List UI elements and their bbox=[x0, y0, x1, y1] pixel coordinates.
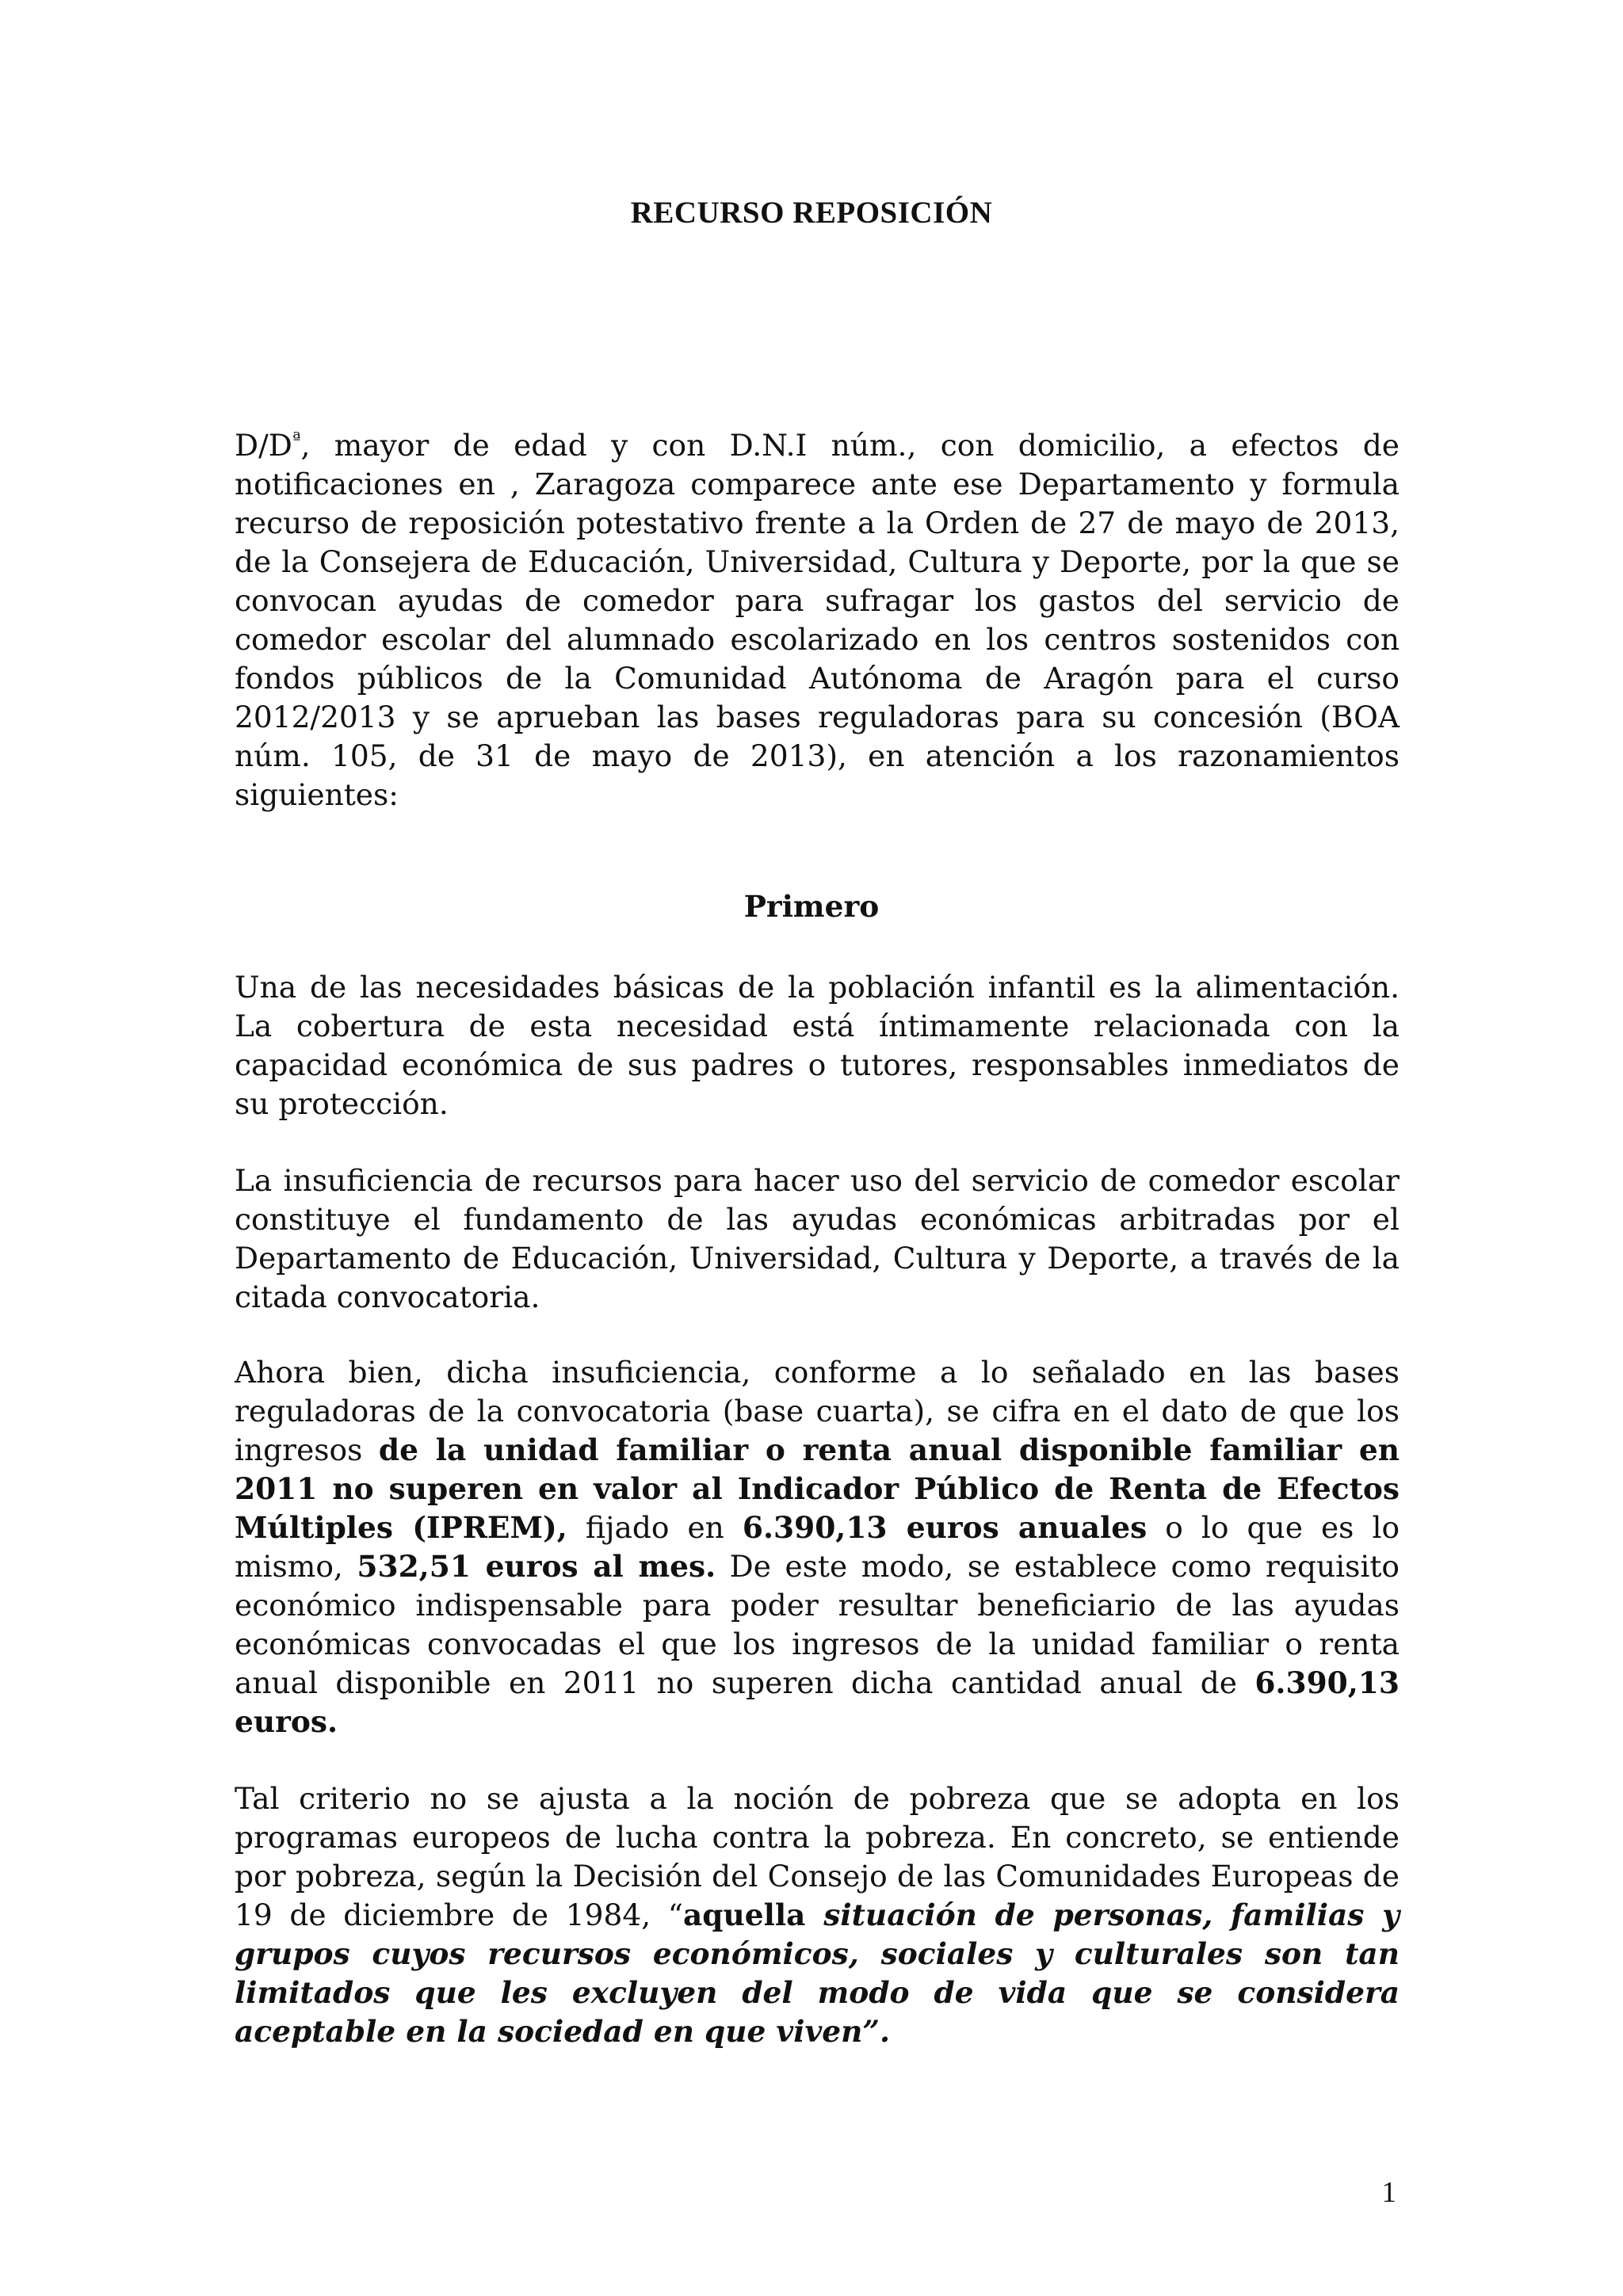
paragraph-text: La insuficiencia de recursos para hacer uso del servicio de comedor escolar constituye el fundamento de las ayudas económicas arbitradas por el Departamento de Educación, Universidad, Cultura y Deporte, a través de la citada convocatoria. bbox=[235, 1163, 1400, 1314]
page-number: 1 bbox=[1381, 2176, 1396, 2209]
paragraph-text: fijado en bbox=[567, 1510, 743, 1545]
bold-amount-monthly: 532,51 euros al mes. bbox=[357, 1549, 716, 1584]
bold-emphasis: aquella bbox=[682, 1897, 806, 1932]
intro-text: , mayor de edad y con D.N.I núm., con domicilio, a efectos de notificaciones en , Zaragoza comparece ante ese Departamento y formula recurso de reposición potestativo frente a la Orden de 27 de mayo de 2013, de la Consejera de Educación, Universidad, Cultura y Deporte, por la que se convocan ayudas de comedor para sufragar los gastos del servicio de comedor escolar del alumnado escolarizado en los centros sostenidos con fondos públicos de la Comunidad Autónoma de Aragón para el curso 2012/2013 y se aprueban las bases reguladoras para su concesión (BOA núm. 105, de 31 de mayo de 2013), en atención a los razonamientos siguientes: bbox=[235, 428, 1400, 812]
paragraph-text: Una de las necesidades básicas de la población infantil es la alimentación. La cobertura de esta necesidad está íntimamente relacionada con la capacidad económica de sus padres o tutores, responsables inmediatos de su protección. bbox=[235, 970, 1400, 1121]
bold-italic-quote: situación de personas, familias y grupos cuyos recursos económicos, sociales y culturales son tan limitados que les excluyen del modo de vida que se considera aceptable en la sociedad en que viven”. bbox=[235, 1897, 1400, 2049]
bold-emphasis: de la unidad familiar o renta anual disponible familiar en 2011 no superen en valor al Indicador Público de Renta de Efectos Múltiples (IPREM), bbox=[235, 1432, 1400, 1545]
paragraph-text: o lo que es lo mismo, bbox=[235, 1510, 1400, 1584]
paragraph-pobreza bbox=[235, 1779, 1400, 2051]
paragraph-text: Tal criterio no se ajusta a la noción de pobreza que se adopta en los programas europeos de lucha contra la pobreza. En concreto, se entiende por pobreza, según la Decisión del Consejo de las Comunidades Europeas de 19 de diciembre de 1984, “ bbox=[235, 1781, 1400, 1932]
bold-amount-annual: 6.390,13 euros anuales bbox=[742, 1510, 1148, 1545]
paragraph-necesidades bbox=[235, 968, 1400, 1123]
paragraph-intro bbox=[235, 426, 1400, 814]
document-title: RECURSO REPOSICIÓN bbox=[630, 196, 993, 230]
paragraph-insuficiencia bbox=[235, 1161, 1400, 1317]
paragraph-requisito bbox=[235, 1353, 1400, 1741]
intro-superscript: ª bbox=[292, 429, 301, 450]
intro-text: D/D bbox=[235, 428, 292, 463]
paragraph-text: De este modo, se establece como requisito económico indispensable para poder resultar beneficiario de las ayudas económicas convocadas el que los ingresos de la unidad familiar o renta anual disponible en 2011 no superen dicha cantidad anual de bbox=[235, 1549, 1400, 1700]
paragraph-text: Ahora bien, dicha insuficiencia, conforme a lo señalado en las bases reguladoras de la convocatoria (base cuarta), se cifra en el dato de que los ingresos bbox=[235, 1355, 1400, 1467]
section-heading-primero: Primero bbox=[743, 889, 880, 924]
bold-amount-final: 6.390,13 euros. bbox=[235, 1665, 1400, 1739]
